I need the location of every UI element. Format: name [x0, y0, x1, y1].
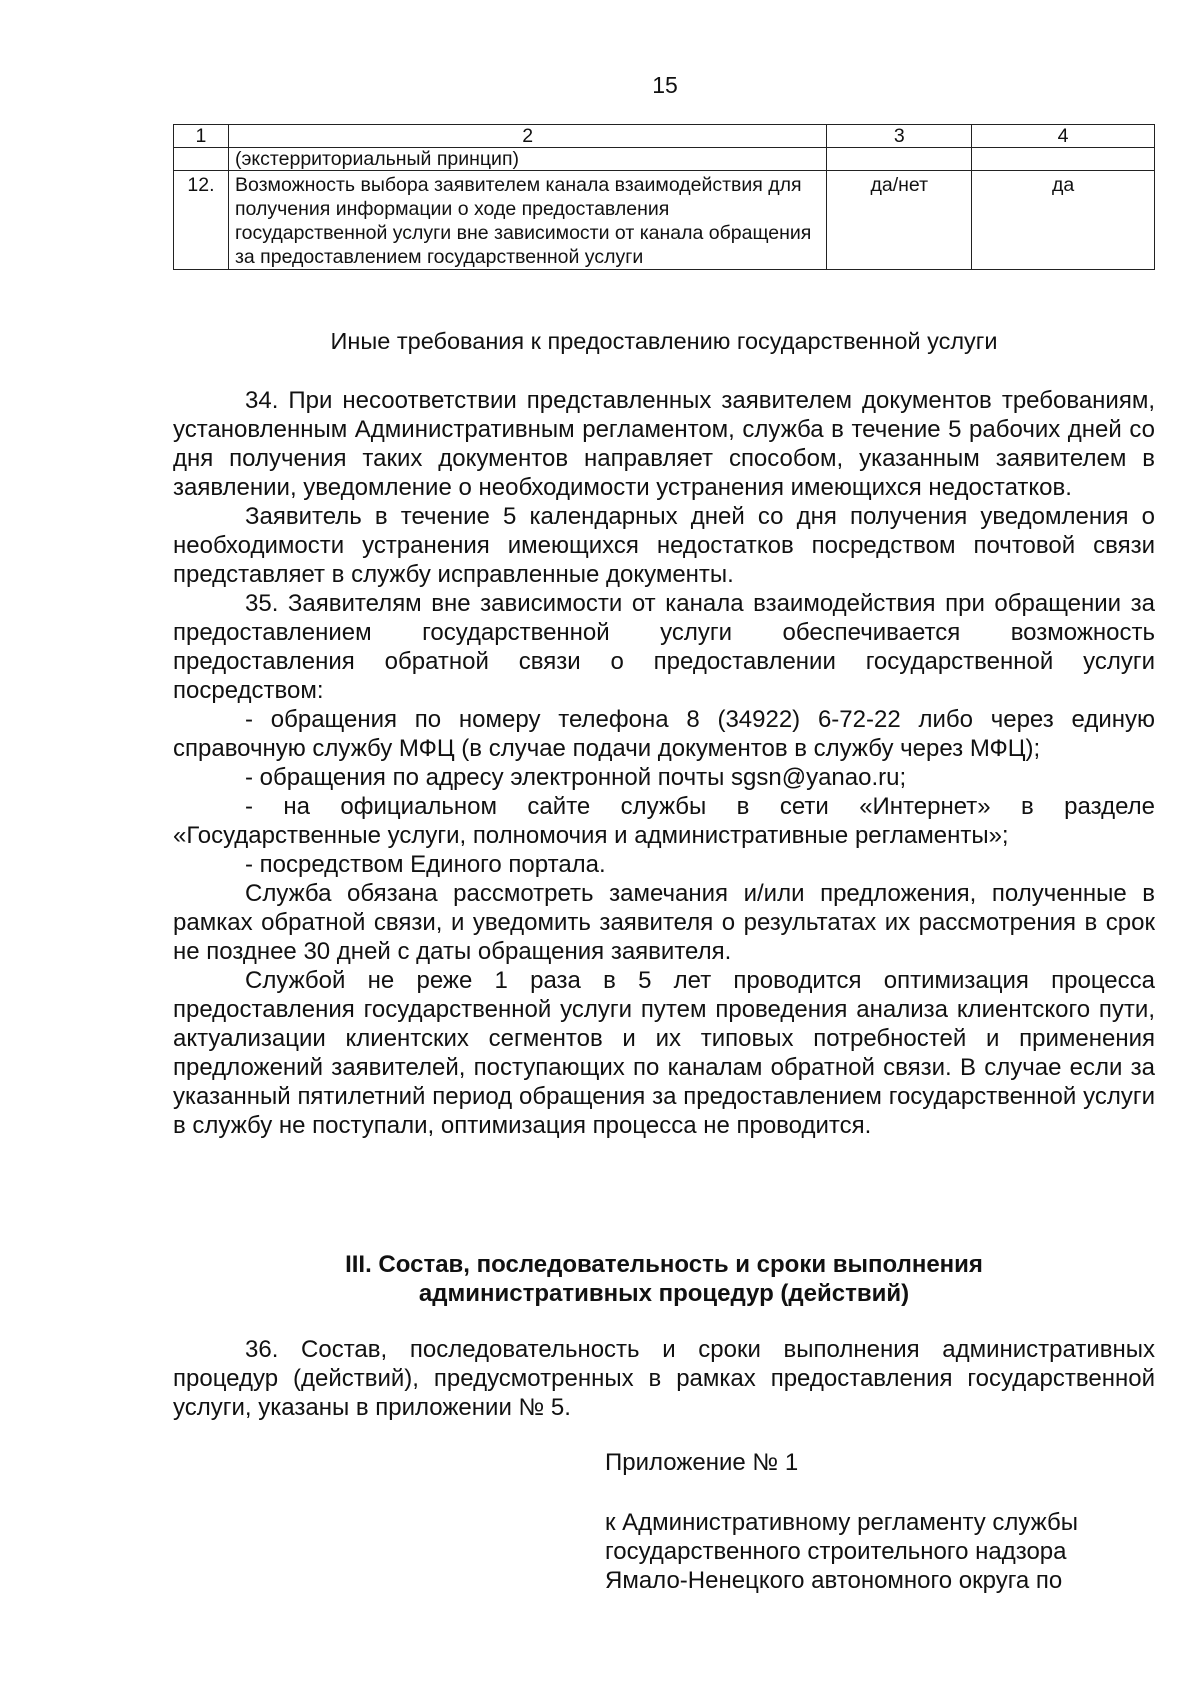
section-title: [173, 1250, 1155, 1308]
table-header-row: [174, 125, 1155, 148]
table-row: [174, 171, 1155, 270]
table-cell-value: да: [972, 171, 1155, 270]
table-cell-description: Возможность выбора заявителем канала взаимодействия для получения информации о ходе предоставления государственной услуги вне зависимости от канала обращения за предоставлением государственной услуги: [228, 171, 826, 270]
table-header-cell: 3: [827, 125, 972, 148]
page-number: 15: [652, 72, 678, 98]
paragraph: Заявитель в течение 5 календарных дней со дня получения уведомления о необходимости устранения имеющихся недостатков посредством почтовой связи представляет в службу исправленные документы.: [173, 503, 1155, 588]
list-item: - на официальном сайте службы в сети «Интернет» в разделе «Государственные услуги, полномочия и административные регламенты»;: [173, 793, 1155, 849]
body-text-section-3: [173, 1335, 1155, 1422]
table-header-cell: 1: [174, 125, 229, 148]
paragraph: Службой не реже 1 раза в 5 лет проводится оптимизация процесса предоставления государственной услуги путем проведения анализа клиентского пути, актуализации клиентских сегментов и их типовых потребностей и применения предложений заявителей, поступающих по каналам обратной связи. В случае если за указанный пятилетний период обращения за предоставлением государственной услуги в службу не поступали, оптимизация процесса не проводится.: [173, 967, 1155, 1139]
table-header-cell: 4: [972, 125, 1155, 148]
table-cell: (экстерриториальный принцип): [228, 148, 826, 171]
table-row: [174, 148, 1155, 171]
list-item: - посредством Единого портала.: [245, 851, 606, 878]
paragraph-36: 36. Состав, последовательность и сроки выполнения административных процедур (действий), предусмотренных в рамках предоставления государственной услуги, указаны в приложении № 5.: [173, 1336, 1155, 1421]
subheading: Иные требования к предоставлению государственной услуги: [330, 328, 998, 354]
table-cell: [174, 148, 229, 171]
list-item: - обращения по номеру телефона 8 (34922) 6-72-22 либо через единую справочную службу МФЦ (в случае подачи документов в службу через МФЦ);: [173, 706, 1155, 762]
requirements-table: [173, 124, 1155, 270]
table-cell-options: да/нет: [827, 171, 972, 270]
list-item: - обращения по адресу электронной почты sgsn@yanao.ru;: [245, 764, 907, 791]
table-header-cell: 2: [228, 125, 826, 148]
appendix-text: к Административному регламенту службы государственного строительного надзора Ямало-Ненецкого автономного округа по: [605, 1509, 1078, 1594]
paragraph-34: 34. При несоответствии представленных заявителем документов требованиям, установленным Административным регламентом, служба в течение 5 рабочих дней со дня получения таких документов направляет способом, указанным заявителем в заявлении, уведомление о необходимости устранения имеющихся недостатков.: [173, 387, 1155, 501]
body-text: [173, 386, 1155, 1140]
paragraph-35: 35. Заявителям вне зависимости от канала взаимодействия при обращении за предоставлением государственной услуги обеспечивается возможность предоставления обратной связи о предоставлении государственной услуги посредством:: [173, 590, 1155, 704]
section-title-line: III. Состав, последовательность и сроки выполнения: [345, 1251, 983, 1278]
appendix-title: Приложение № 1: [605, 1449, 799, 1476]
table-cell: [972, 148, 1155, 171]
table-cell: [827, 148, 972, 171]
paragraph: Служба обязана рассмотреть замечания и/или предложения, полученные в рамках обратной связи, и уведомить заявителя о результатах их рассмотрения в срок не позднее 30 дней с даты обращения заявителя.: [173, 880, 1155, 965]
section-title-line: административных процедур (действий): [418, 1280, 910, 1307]
table-cell-number: 12.: [174, 171, 229, 270]
